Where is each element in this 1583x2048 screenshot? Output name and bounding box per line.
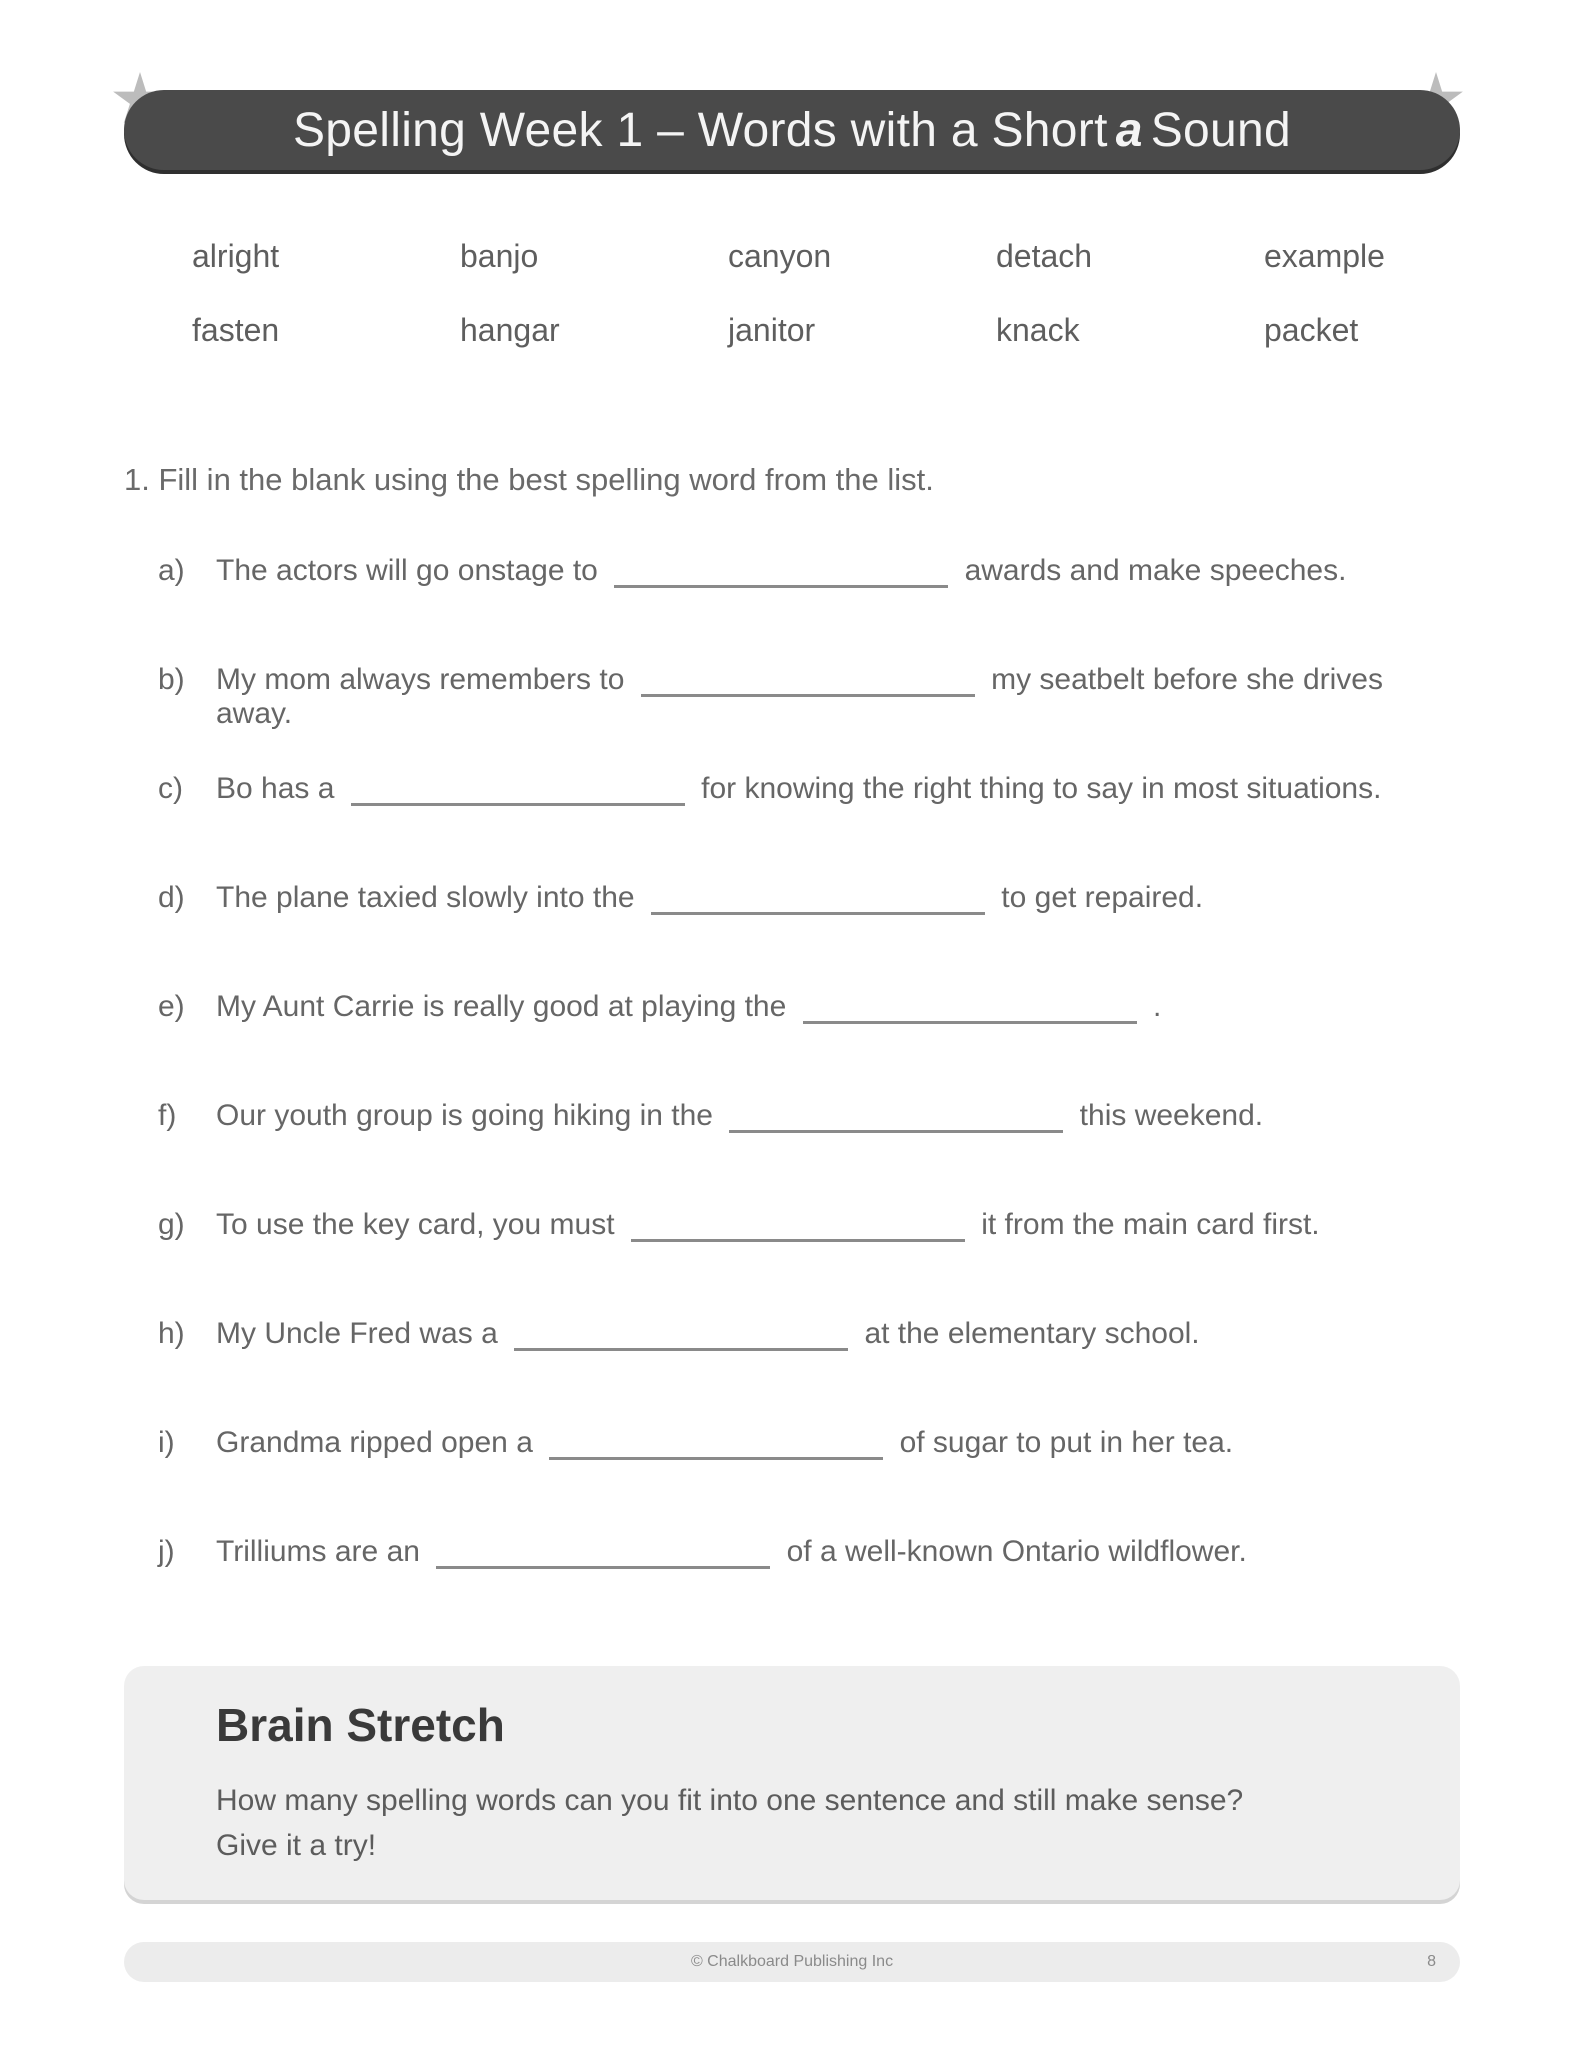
spelling-word: detach [996,238,1093,274]
spelling-word: alright [192,238,280,274]
question-item [158,1208,1458,1317]
spelling-word: banjo [460,238,539,274]
question-text-before: Grandma ripped open a [216,1426,533,1459]
question-letter: i) [158,1426,175,1459]
question-text-after: to get repaired. [1001,881,1204,914]
page-footer [124,1942,1460,1982]
question-list [158,554,1458,1644]
answer-blank[interactable] [631,1209,965,1242]
spelling-word: example [1264,238,1385,274]
question-item [158,1426,1458,1535]
question-letter: j) [158,1535,175,1568]
question-letter: h) [158,1317,185,1350]
answer-blank[interactable] [351,773,685,806]
question-text-after: awards and make speeches. [964,554,1347,587]
title-suffix: Sound [1150,103,1292,157]
brain-stretch-box [124,1666,1460,1900]
question-letter: f) [158,1099,177,1132]
question-text-before: The actors will go onstage to [216,554,598,587]
question-text-before: Bo has a [216,772,335,805]
question-item [158,1317,1458,1426]
question-item [158,554,1458,663]
question-text-before: My Aunt Carrie is really good at playing the [216,990,787,1023]
question-letter: b) [158,663,185,696]
question-text-before: My mom always remembers to [216,663,625,696]
spelling-word: hangar [460,312,560,348]
answer-blank[interactable] [614,555,948,588]
spelling-word: knack [996,312,1080,348]
title-prefix: Spelling Week 1 – Words with a Short [292,103,1108,157]
question-item [158,990,1458,1099]
instruction-text: 1. Fill in the blank using the best spelling word from the list. [124,462,934,497]
question-letter: a) [158,554,185,587]
spelling-word: canyon [728,238,832,274]
answer-blank[interactable] [436,1536,770,1569]
brain-stretch-line: How many spelling words can you fit into one sentence and still make sense? [216,1784,1244,1817]
copyright-text: © Chalkboard Publishing Inc [690,1953,894,1970]
answer-blank[interactable] [729,1100,1063,1133]
question-text-before: The plane taxied slowly into the [216,881,635,914]
question-letter: c) [158,772,183,805]
question-letter: d) [158,881,185,914]
question-item [158,881,1458,990]
question-item [158,772,1458,881]
spelling-word-list [192,238,1432,346]
question-text-after: at the elementary school. [864,1317,1200,1350]
spelling-word: packet [1264,312,1359,348]
question-text-after: of a well-known Ontario wildflower. [786,1535,1247,1568]
question-text-before: My Uncle Fred was a [216,1317,498,1350]
question-item [158,663,1458,772]
question-text-after: of sugar to put in her tea. [899,1426,1234,1459]
answer-blank[interactable] [651,882,985,915]
answer-blank[interactable] [803,991,1137,1024]
question-text-before: Our youth group is going hiking in the [216,1099,713,1132]
brain-stretch-line: Give it a try! [216,1829,377,1862]
answer-blank[interactable] [549,1427,883,1460]
answer-blank[interactable] [641,664,975,697]
question-text-after: . [1152,990,1162,1023]
spelling-word: janitor [728,312,816,348]
question-text-after: for knowing the right thing to say in most situations. [701,772,1382,805]
question-item [158,1535,1458,1644]
brain-stretch-title: Brain Stretch [216,1699,505,1751]
spelling-word: fasten [192,312,280,348]
brain-stretch-text [216,1778,1396,1868]
question-text-before: Trilliums are an [216,1535,420,1568]
question-text-after: my seatbelt before she drives away. [216,663,1383,730]
question-text-after: this weekend. [1079,1099,1264,1132]
question-text-after: it from the main card first. [981,1208,1320,1241]
title-letter: a [1115,103,1143,157]
page-number: 8 [1427,1953,1436,1970]
question-letter: g) [158,1208,185,1241]
answer-blank[interactable] [514,1318,848,1351]
question-item [158,1099,1458,1208]
page-title [124,90,1460,170]
question-letter: e) [158,990,185,1023]
question-text-before: To use the key card, you must [216,1208,615,1241]
